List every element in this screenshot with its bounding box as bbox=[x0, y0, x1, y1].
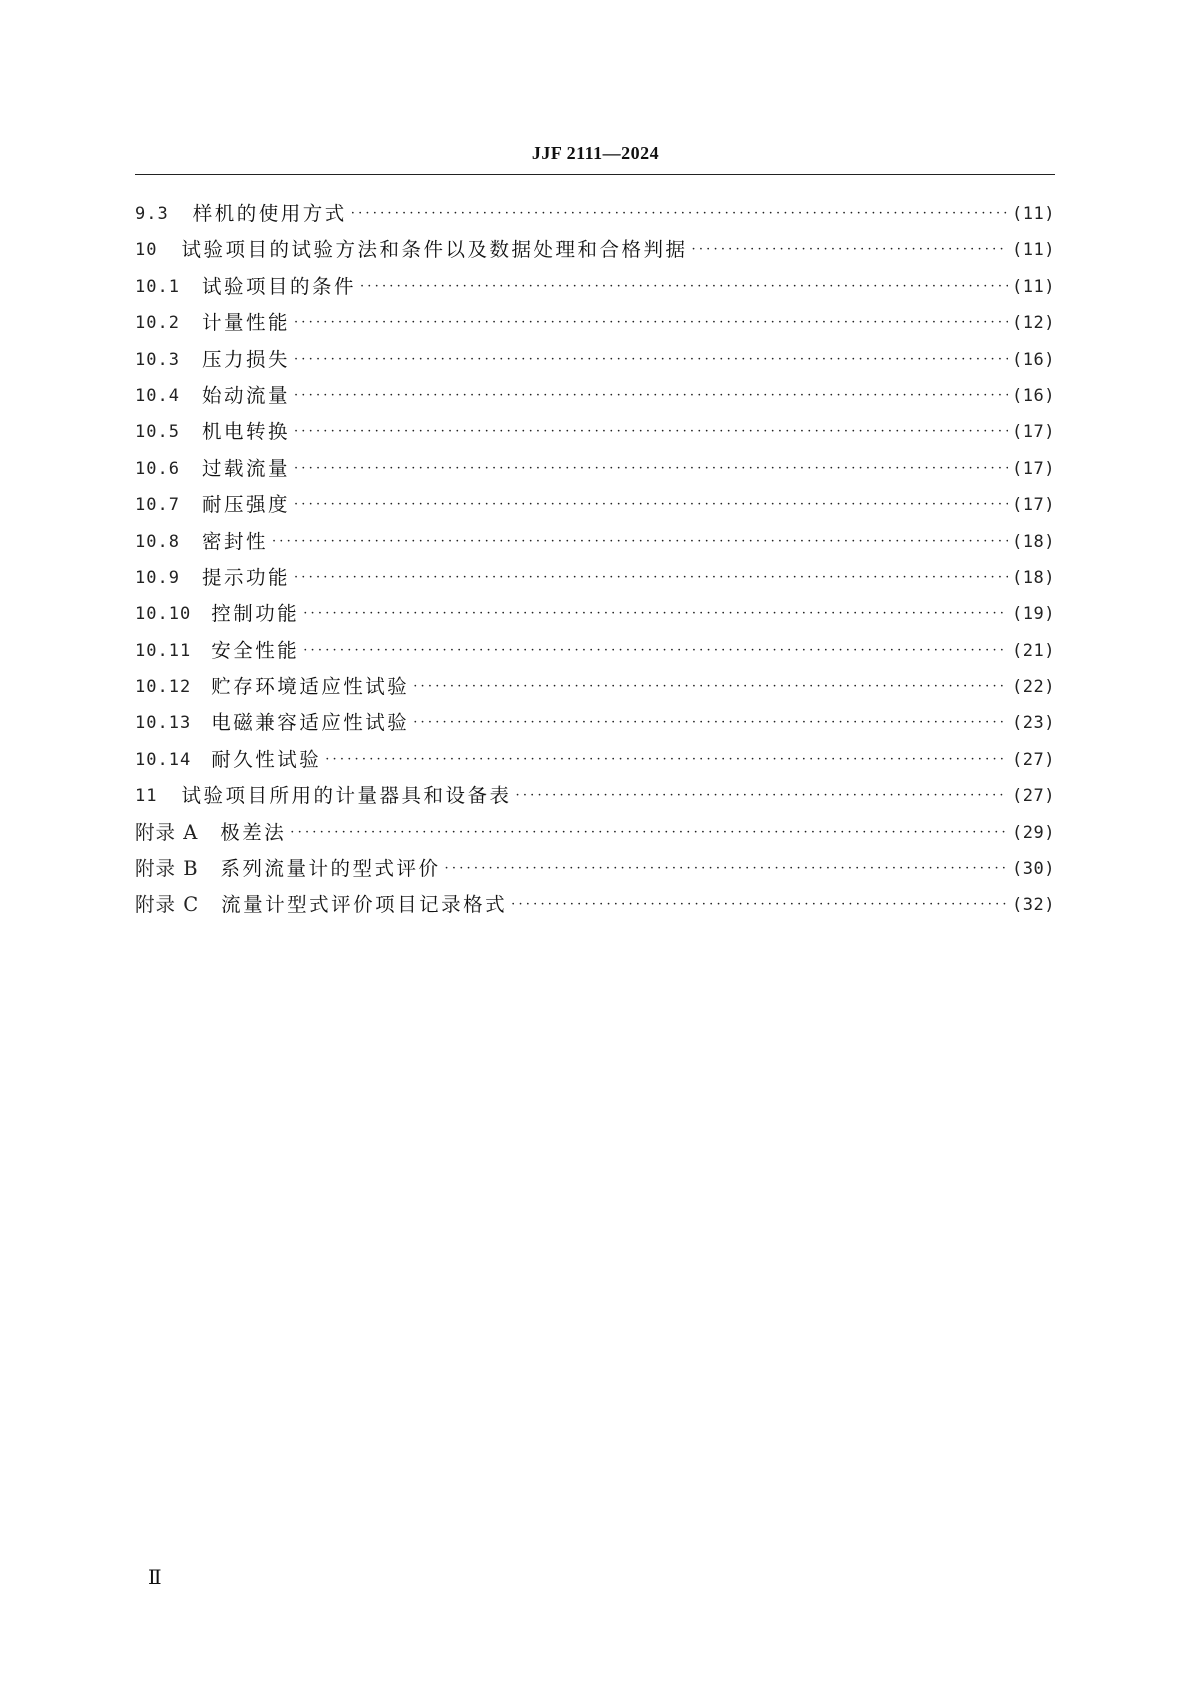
toc-entry-title: 控制功能 bbox=[211, 602, 300, 626]
toc-entry[interactable] bbox=[135, 451, 1055, 487]
toc-entry-title: 始动流量 bbox=[201, 383, 290, 407]
toc-entry-page: (27) bbox=[1012, 786, 1055, 807]
toc-entry-number: 10.1 bbox=[135, 276, 180, 297]
toc-entry-title: 试验项目的试验方法和条件以及数据处理和合格判据 bbox=[181, 238, 688, 262]
toc-entry-page: (19) bbox=[1012, 604, 1055, 625]
page-number: Ⅱ bbox=[148, 1567, 162, 1589]
table-of-contents bbox=[135, 196, 1055, 924]
toc-leader-dots bbox=[303, 596, 1008, 632]
toc-leader-dots bbox=[294, 378, 1008, 414]
toc-entry-title: 试验项目所用的计量器具和设备表 bbox=[181, 784, 512, 808]
toc-entry[interactable] bbox=[135, 742, 1055, 778]
toc-leader-dots bbox=[413, 669, 1008, 705]
toc-entry-page: (16) bbox=[1012, 385, 1055, 406]
toc-entry-number: 附录 C bbox=[135, 893, 200, 917]
toc-entry-page: (11) bbox=[1012, 240, 1055, 261]
toc-leader-dots bbox=[294, 560, 1008, 596]
toc-entry-title: 样机的使用方式 bbox=[192, 201, 347, 225]
toc-entry-title: 安全性能 bbox=[211, 638, 300, 662]
toc-entry-number: 10 bbox=[135, 240, 158, 261]
toc-entry-title: 密封性 bbox=[201, 529, 268, 553]
toc-entry-number: 附录 B bbox=[135, 857, 199, 881]
toc-entry-page: (27) bbox=[1012, 749, 1055, 770]
toc-leader-dots bbox=[692, 232, 1009, 268]
toc-leader-dots bbox=[294, 487, 1008, 523]
toc-leader-dots bbox=[294, 414, 1008, 450]
toc-entry-page: (18) bbox=[1012, 567, 1055, 588]
toc-entry[interactable] bbox=[135, 815, 1055, 851]
toc-entry[interactable] bbox=[135, 887, 1055, 923]
toc-entry[interactable] bbox=[135, 524, 1055, 560]
toc-entry-number: 9.3 bbox=[135, 203, 169, 224]
toc-entry[interactable] bbox=[135, 414, 1055, 450]
toc-entry-number: 10.8 bbox=[135, 531, 180, 552]
toc-entry[interactable] bbox=[135, 232, 1055, 268]
toc-entry-number: 10.11 bbox=[135, 640, 192, 661]
toc-entry[interactable] bbox=[135, 305, 1055, 341]
toc-entry[interactable] bbox=[135, 487, 1055, 523]
toc-leader-dots bbox=[294, 451, 1008, 487]
toc-leader-dots bbox=[294, 305, 1008, 341]
toc-entry-page: (11) bbox=[1012, 276, 1055, 297]
toc-entry-number: 10.5 bbox=[135, 422, 180, 443]
toc-entry-title: 提示功能 bbox=[201, 565, 290, 589]
toc-entry-number: 10.6 bbox=[135, 458, 180, 479]
toc-entry-number: 附录 A bbox=[135, 820, 199, 844]
toc-entry-page: (29) bbox=[1012, 822, 1055, 843]
toc-entry-page: (17) bbox=[1012, 458, 1055, 479]
toc-entry-title: 过载流量 bbox=[201, 456, 290, 480]
toc-entry-page: (17) bbox=[1012, 422, 1055, 443]
toc-entry-page: (16) bbox=[1012, 349, 1055, 370]
toc-entry[interactable] bbox=[135, 269, 1055, 305]
toc-leader-dots bbox=[303, 633, 1008, 669]
toc-entry-title: 耐久性试验 bbox=[211, 747, 322, 771]
toc-entry-number: 10.14 bbox=[135, 749, 192, 770]
toc-entry-number: 10.9 bbox=[135, 567, 180, 588]
toc-leader-dots bbox=[516, 778, 1009, 814]
toc-entry-title: 耐压强度 bbox=[201, 493, 290, 517]
toc-entry[interactable] bbox=[135, 851, 1055, 887]
toc-leader-dots bbox=[360, 269, 1008, 305]
toc-entry-title: 流量计型式评价项目记录格式 bbox=[221, 893, 508, 917]
toc-entry-page: (11) bbox=[1012, 203, 1055, 224]
toc-entry-title: 机电转换 bbox=[201, 420, 290, 444]
toc-leader-dots bbox=[511, 887, 1008, 923]
toc-entry-number: 10.2 bbox=[135, 313, 180, 334]
toc-entry[interactable] bbox=[135, 669, 1055, 705]
toc-entry-title: 试验项目的条件 bbox=[201, 274, 356, 298]
toc-entry-title: 贮存环境适应性试验 bbox=[211, 675, 410, 699]
header-rule bbox=[135, 174, 1055, 175]
toc-entry-page: (32) bbox=[1012, 895, 1055, 916]
toc-entry-number: 10.4 bbox=[135, 385, 180, 406]
toc-leader-dots bbox=[272, 524, 1008, 560]
document-code-header: JJF 2111—2024 bbox=[531, 143, 660, 163]
toc-leader-dots bbox=[290, 815, 1008, 851]
toc-entry[interactable] bbox=[135, 560, 1055, 596]
toc-entry[interactable] bbox=[135, 196, 1055, 232]
toc-entry[interactable] bbox=[135, 705, 1055, 741]
toc-entry-page: (12) bbox=[1012, 313, 1055, 334]
toc-entry-title: 系列流量计的型式评价 bbox=[220, 857, 441, 881]
toc-entry-page: (18) bbox=[1012, 531, 1055, 552]
toc-leader-dots bbox=[325, 742, 1008, 778]
toc-entry-title: 电磁兼容适应性试验 bbox=[211, 711, 410, 735]
toc-entry-page: (22) bbox=[1012, 677, 1055, 698]
toc-leader-dots bbox=[294, 342, 1008, 378]
toc-entry-page: (21) bbox=[1012, 640, 1055, 661]
toc-entry[interactable] bbox=[135, 378, 1055, 414]
toc-entry[interactable] bbox=[135, 778, 1055, 814]
toc-entry[interactable] bbox=[135, 596, 1055, 632]
toc-entry-title: 极差法 bbox=[220, 820, 287, 844]
toc-leader-dots bbox=[413, 705, 1008, 741]
toc-leader-dots bbox=[445, 851, 1009, 887]
toc-leader-dots bbox=[351, 196, 1008, 232]
toc-entry-page: (17) bbox=[1012, 495, 1055, 516]
toc-entry-title: 压力损失 bbox=[201, 347, 290, 371]
toc-entry-title: 计量性能 bbox=[201, 311, 290, 335]
toc-entry[interactable] bbox=[135, 633, 1055, 669]
toc-entry[interactable] bbox=[135, 342, 1055, 378]
toc-entry-page: (23) bbox=[1012, 713, 1055, 734]
toc-entry-number: 11 bbox=[135, 786, 158, 807]
toc-entry-number: 10.7 bbox=[135, 495, 180, 516]
toc-entry-number: 10.3 bbox=[135, 349, 180, 370]
toc-entry-number: 10.12 bbox=[135, 677, 192, 698]
toc-entry-page: (30) bbox=[1012, 859, 1055, 880]
toc-entry-number: 10.10 bbox=[135, 604, 192, 625]
toc-entry-number: 10.13 bbox=[135, 713, 192, 734]
